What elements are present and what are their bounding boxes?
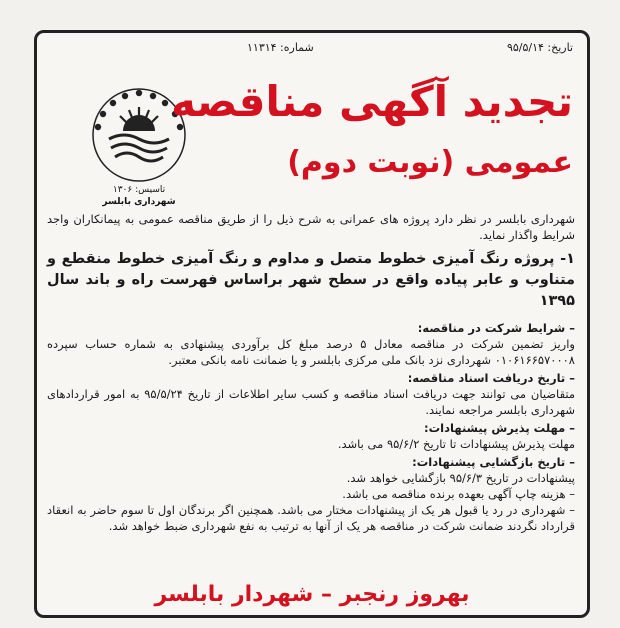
logo-name: شهرداری بابلسر [102, 197, 176, 207]
section-text: متقاضیان می توانند جهت دریافت اسناد مناقصه و کسب سایر اطلاعات از تاریخ ۹۵/۵/۲۴ به امور قراردادهای شهرداری بابلسر مراجعه نمایند. [47, 387, 576, 417]
section-heading: – تاریخ دریافت اسناد مناقصه: [407, 371, 575, 385]
notice-body [47, 211, 575, 534]
section-heading: – شرایط شرکت در مناقصه: [417, 321, 575, 335]
note-text: – هزینه چاپ آگهی بعهده برنده مناقصه می باشد. [342, 487, 575, 501]
notice-date: تاریخ: ۹۵/۵/۱۴ [506, 41, 573, 54]
section-heading: – مهلت پذیرش پیشنهادات: [424, 421, 575, 435]
signature: بهروز رنجبر – شهردار بابلسر [154, 582, 470, 607]
section-text: واریز تضمین شرکت در مناقصه معادل ۵ درصد مبلغ کل برآوردی پیشنهادی به شماره حساب سپرده ۰۱۰۶۱۶۶۵۷۰۰۰۸ شهرداری نزد بانک ملی مرکزی بابلسر و یا ضمانت نامه بانکی معتبر. [47, 337, 575, 367]
logo-established: تاسیس: ۱۳۰۶ [112, 185, 166, 195]
notice-number: شماره: ۱۱۳۱۴ [247, 41, 314, 54]
note-text: – شهرداری در رد یا قبول هر یک از پیشنهادات مختار می باشد. همچنین اگر برندگان اول تا سوم حاضر به انعقاد قرارداد نگردند ضمانت شرکت در مناقصه هر یک از آنها به ترتیب به نفع شهرداری ضبط خواهد شد. [47, 503, 575, 533]
section-text: مهلت پذیرش پیشنهادات تا تاریخ ۹۵/۶/۲ می باشد. [337, 437, 575, 451]
page-title: تجدید آگهی مناقصه [171, 77, 573, 126]
project-title: ۱- پروژه رنگ آمیزی خطوط متصل و مداوم و رنگ آمیزی خطوط منقطع و متناوب و عابر پیاده واقع در سطح شهر براساس فهرست راه و باند سال ۱۳۹۵ [47, 251, 575, 309]
notice-frame [34, 30, 590, 618]
page-subtitle: عمومی (نوبت دوم) [287, 145, 573, 180]
section-heading: – تاریخ بازگشایی پیشنهادات: [412, 455, 575, 469]
section-text: پیشنهادات در تاریخ ۹۵/۶/۳ بازگشایی خواهد شد. [346, 471, 575, 485]
intro-text: شهرداری بابلسر در نظر دارد پروژه های عمرانی به شرح ذیل را از طریق مناقصه عمومی به پیمانکاران واجد شرایط واگذار نماید. [47, 212, 575, 242]
